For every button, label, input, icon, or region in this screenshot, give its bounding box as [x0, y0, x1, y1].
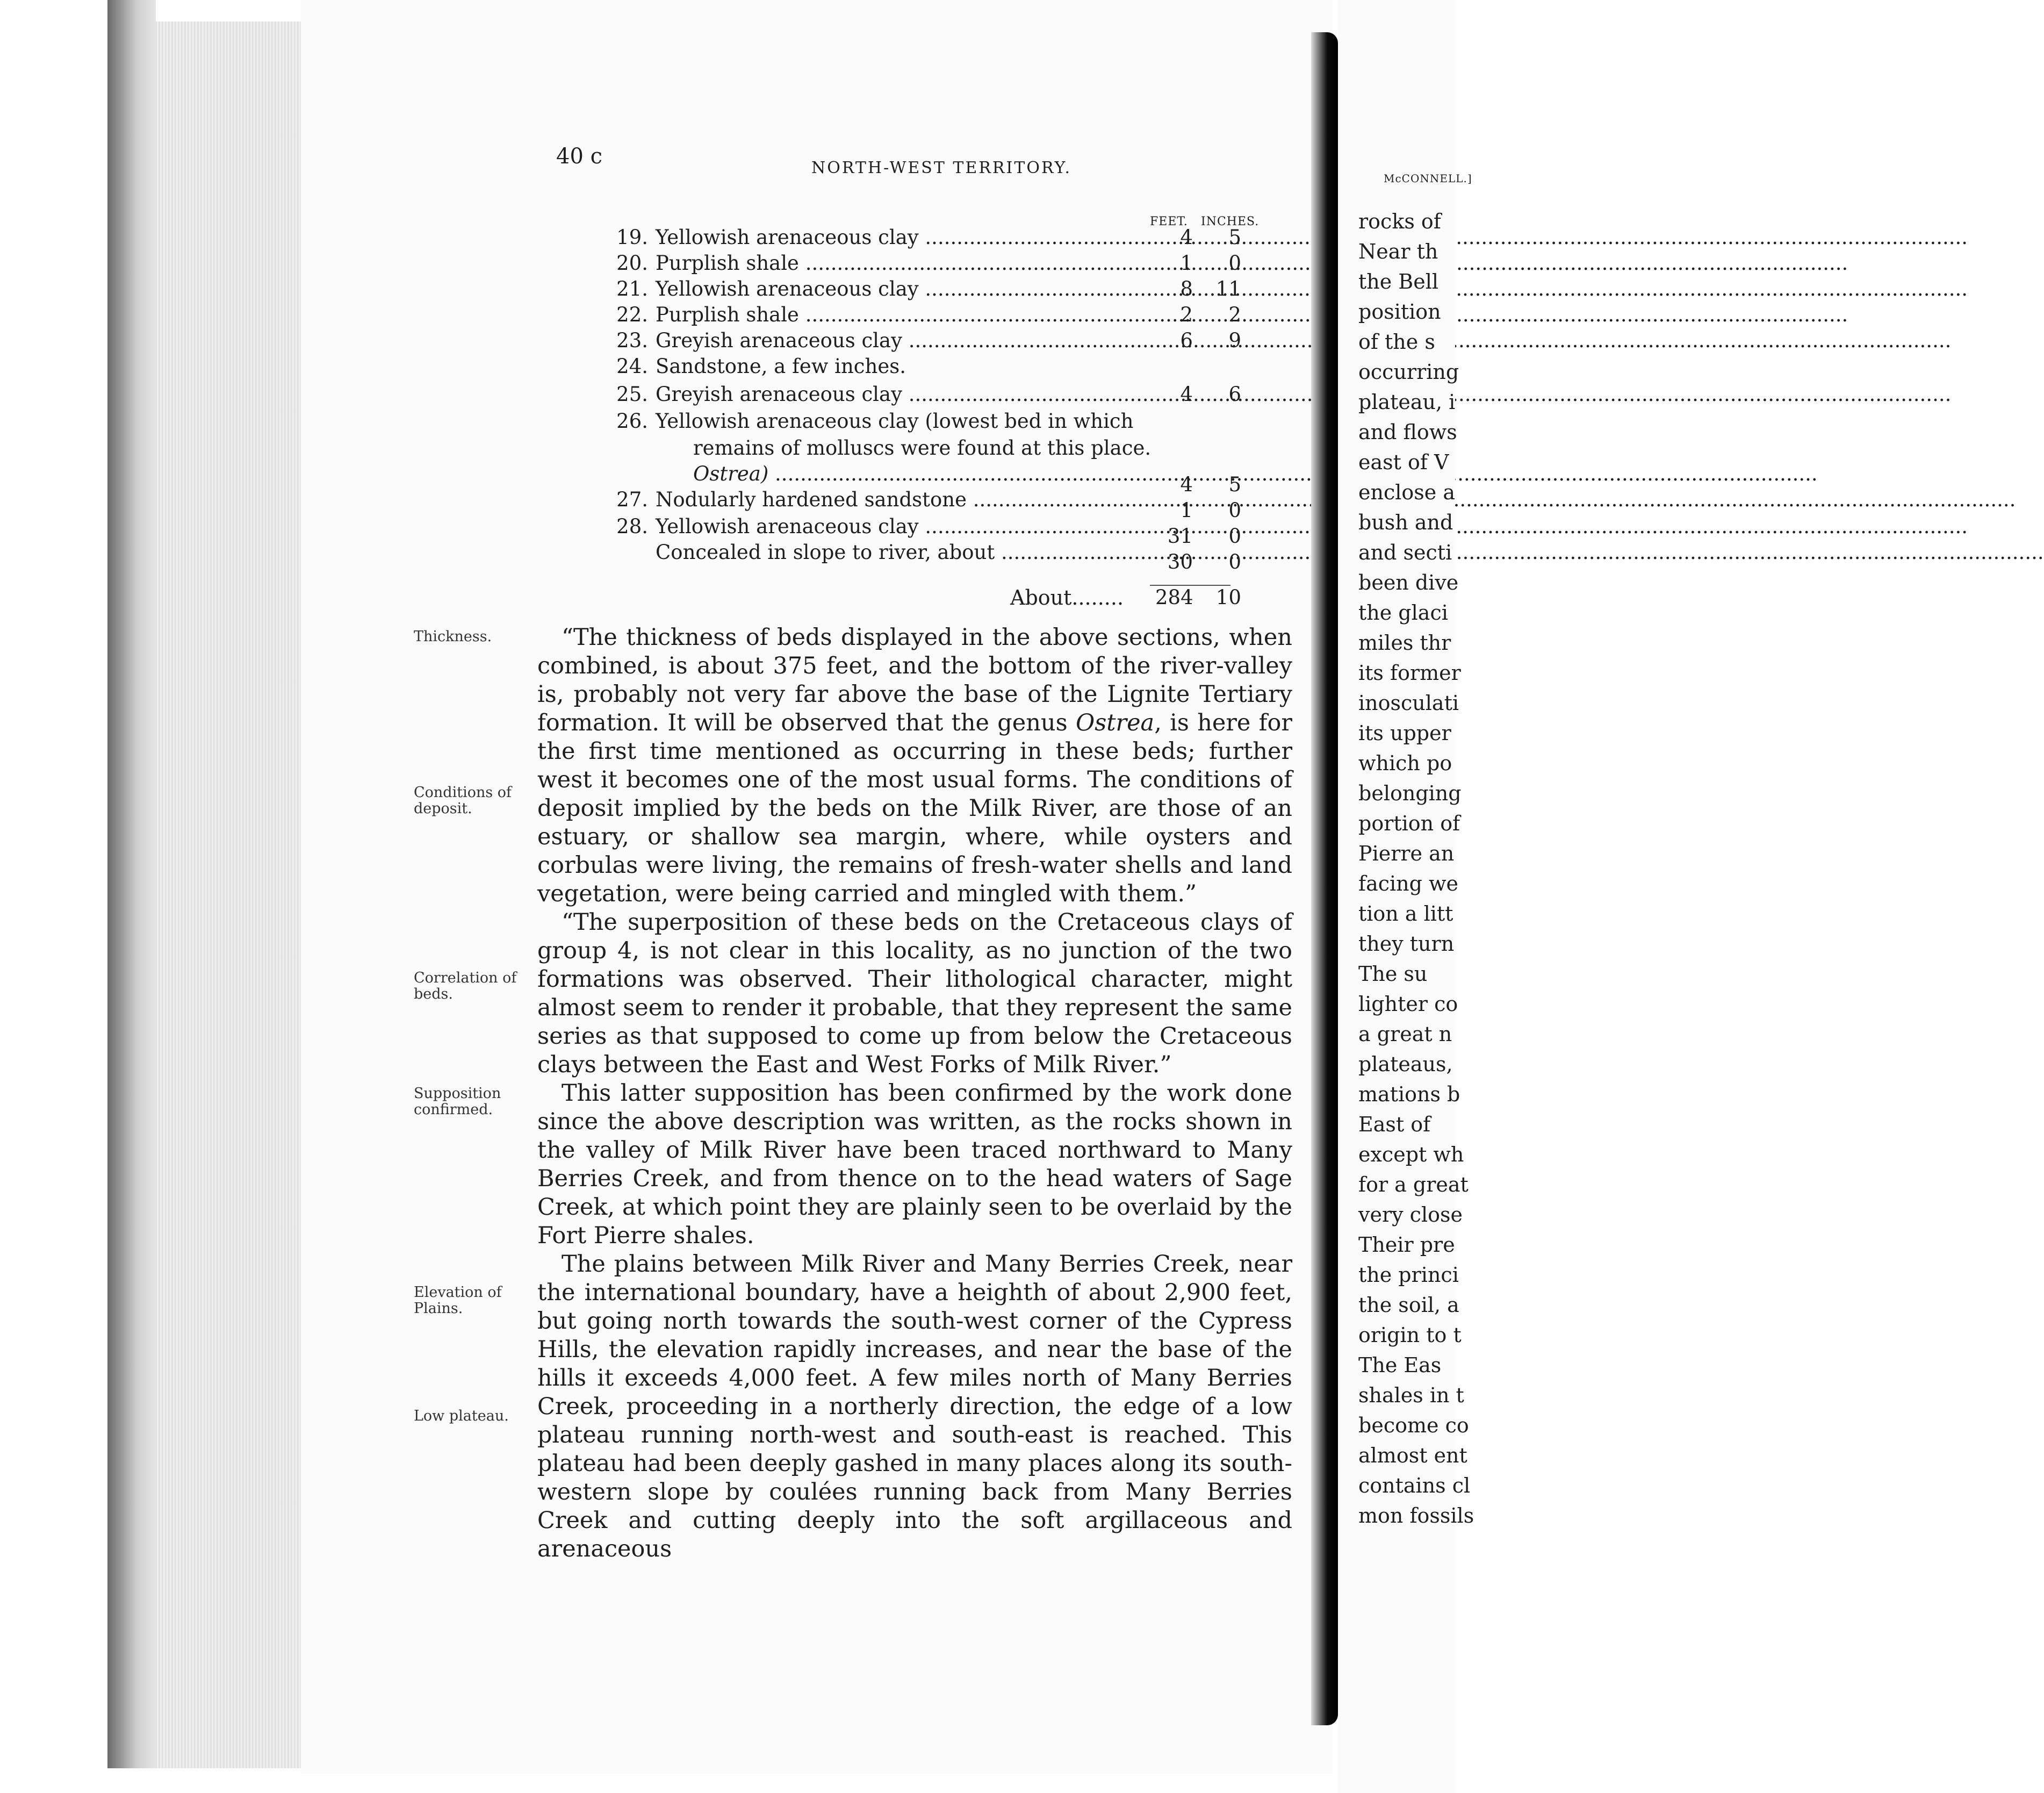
- total-inches: 10: [1215, 586, 1241, 609]
- book-edge: [0, 0, 312, 1793]
- right-page-line: become co: [1358, 1414, 1469, 1437]
- margin-note-thickness: Thickness.: [414, 628, 492, 645]
- right-page-line: and flows: [1358, 420, 1457, 444]
- right-page-line: The Eas: [1358, 1353, 1442, 1377]
- right-page-line: facing we: [1358, 872, 1459, 895]
- right-page-line: contains cl: [1358, 1474, 1471, 1497]
- row-feet: 4: [1180, 226, 1193, 249]
- right-page-line: mations b: [1358, 1082, 1460, 1106]
- row-number: 26.: [616, 410, 648, 433]
- column-header-feet: FEET.: [1150, 215, 1188, 228]
- row-description: Purplish shale .....: [656, 303, 1150, 326]
- row-inches: 0: [1228, 550, 1241, 573]
- paragraph: This latter supposition has been confirmed by the work done since the above description was written, as the rocks shown in the valley of Milk River have been traced northward to Many Berries Creek, and from thence on to the head waters of Sage Creek, at which point they are plainly seen to be overlaid by the Fort Pierre shales.: [537, 1080, 1292, 1249]
- row-inches: 0: [1228, 252, 1241, 275]
- row-number: 25.: [616, 383, 648, 406]
- right-page-line: miles thr: [1358, 631, 1451, 655]
- right-page-line: origin to t: [1358, 1323, 1462, 1347]
- row-feet: 4: [1180, 383, 1193, 406]
- row-description: Concealed in slope to river, about .....: [656, 541, 1150, 564]
- row-feet: 2: [1180, 303, 1193, 326]
- row-inches: 6: [1228, 383, 1241, 406]
- right-page-line: and secti: [1358, 541, 1452, 564]
- row-inches: 5: [1228, 473, 1241, 496]
- right-page-line: Pierre an: [1358, 842, 1455, 865]
- margin-note-supposition: Supposition confirmed.: [414, 1085, 501, 1118]
- row-feet: 4: [1180, 473, 1193, 496]
- right-page-line: almost ent: [1358, 1444, 1467, 1467]
- row-description: Yellowish arenaceous clay .....: [656, 226, 1150, 249]
- row-inches: 2: [1228, 303, 1241, 326]
- right-page-line: a great n: [1358, 1022, 1452, 1046]
- page-number: 40 c: [556, 144, 603, 169]
- right-page-line: rocks of: [1358, 210, 1441, 233]
- row-feet: 30: [1167, 550, 1193, 573]
- row-inches: 5: [1228, 226, 1241, 249]
- book-gutter: [1311, 32, 1338, 1725]
- margin-note-low-plateau: Low plateau.: [414, 1408, 509, 1424]
- row-number: 20.: [616, 252, 648, 275]
- row-number: 23.: [616, 329, 648, 352]
- row-number: 21.: [616, 277, 648, 300]
- row-description: Greyish arenaceous clay .....: [656, 329, 1150, 352]
- right-page-line: inosculati: [1358, 691, 1459, 715]
- right-page-line: shales in t: [1358, 1383, 1464, 1407]
- paragraph: “The thickness of beds displayed in the above sections, when combined, is about 375 feet, and the bottom of the river-valley is, probably not very far above the base of the Lignite Tertiary formation. It will be observed that the genus Ostrea, is here for the first time mentioned as occurring in these beds; further west it becomes one of the most usual forms. The conditions of deposit implied by the beds on the Milk River, are those of an estuary, or shallow sea margin, where, while oysters and corbulas were living, the remains of fresh-water shells and land vegetation, were being carried and mingled with them.”: [537, 624, 1292, 907]
- right-page-line: they turn: [1358, 932, 1455, 956]
- right-page-line: for a great: [1358, 1173, 1469, 1196]
- margin-note-elevation: Elevation of Plains.: [414, 1284, 502, 1317]
- right-page-line: the princi: [1358, 1263, 1459, 1287]
- row-description: Yellowish arenaceous clay .....: [656, 515, 1150, 538]
- right-page-line: plateaus,: [1358, 1052, 1453, 1076]
- right-page-line: East of: [1358, 1113, 1431, 1136]
- row-number: 27.: [616, 488, 648, 511]
- row-description: Purplish shale .....: [656, 252, 1150, 275]
- row-description-continued: remains of molluscs were found at this place.: [693, 436, 1151, 460]
- row-number: 28.: [616, 515, 648, 538]
- right-page-line: position: [1358, 300, 1441, 324]
- running-head: NORTH-WEST TERRITORY.: [811, 159, 1072, 177]
- right-page-line: except wh: [1358, 1143, 1464, 1166]
- right-page-line: the soil, a: [1358, 1293, 1459, 1317]
- right-page-line: very close: [1358, 1203, 1463, 1227]
- right-page-header: McCONNELL.]: [1384, 172, 1472, 185]
- right-page-line: The su: [1358, 962, 1428, 986]
- row-description: Nodularly hardened sandstone .....: [656, 488, 1150, 511]
- right-page-line: tion a litt: [1358, 902, 1453, 926]
- right-page-line: mon fossils: [1358, 1504, 1474, 1527]
- right-page-line: belonging: [1358, 781, 1462, 805]
- row-inches: 0: [1228, 499, 1241, 522]
- row-description: Sandstone, a few inches.: [656, 355, 906, 378]
- right-page-line: Near th: [1358, 240, 1438, 263]
- right-page-line: its former: [1358, 661, 1461, 685]
- right-page-line: of the s: [1358, 330, 1435, 354]
- page-stack-edge: [156, 21, 312, 1768]
- row-description: Greyish arenaceous clay .....: [656, 383, 1150, 406]
- row-description-continued: Ostrea) .....: [693, 462, 1150, 485]
- right-page: [1338, 0, 1474, 1793]
- row-feet: 8: [1180, 277, 1193, 300]
- total-feet: 284: [1155, 586, 1193, 609]
- row-feet: 31: [1167, 525, 1193, 548]
- right-page-line: the glaci: [1358, 601, 1448, 625]
- right-page-line: plateau, i: [1358, 390, 1456, 414]
- body-text: [537, 623, 1292, 1564]
- book-spine-shadow: [107, 0, 156, 1768]
- right-page-line: its upper: [1358, 721, 1451, 745]
- total-label: About........: [1010, 586, 1124, 609]
- row-feet: 1: [1180, 252, 1193, 275]
- row-feet: 1: [1180, 499, 1193, 522]
- right-page-line: east of V: [1358, 450, 1449, 474]
- right-page-line: which po: [1358, 751, 1452, 775]
- row-number: 24.: [616, 355, 648, 378]
- row-feet: 6: [1180, 329, 1193, 352]
- right-page-line: enclose a: [1358, 480, 1455, 504]
- row-number: 19.: [616, 226, 648, 249]
- right-page-line: been dive: [1358, 571, 1459, 594]
- row-description: Yellowish arenaceous clay .....: [656, 277, 1150, 300]
- column-header-inches: INCHES.: [1201, 215, 1259, 228]
- right-page-line: occurring: [1358, 360, 1459, 384]
- paragraph: The plains between Milk River and Many Berries Creek, near the international boundary, have a heighth of about 2,900 feet, but going north towards the south-west corner of the Cypress Hills, the elevation rapidly increases, and near the base of the hills it exceeds 4,000 feet. A few miles north of Many Berries Creek, proceeding in a northerly direction, the edge of a low plateau running north-west and south-east is reached. This plateau had been deeply gashed in many places along its south-western slope by coulées running back from Many Berries Creek and cutting deeply into the soft argillaceous and arenaceous: [537, 1251, 1292, 1562]
- right-page-line: Their pre: [1358, 1233, 1455, 1257]
- row-inches: 11: [1215, 277, 1241, 300]
- right-page-line: portion of: [1358, 812, 1460, 835]
- paragraph: “The superposition of these beds on the Cretaceous clays of group 4, is not clear in this locality, as no junction of the two formations was observed. Their lithological character, might almost seem to render it probable, that they represent the same series as that supposed to come up from below the Cretaceous clays between the East and West Forks of Milk River.”: [537, 909, 1292, 1078]
- margin-note-correlation: Correlation of beds.: [414, 970, 517, 1002]
- row-description: Yellowish arenaceous clay (lowest bed in which: [656, 410, 1134, 433]
- right-page-line: lighter co: [1358, 992, 1458, 1016]
- right-page-line: the Bell: [1358, 270, 1439, 293]
- margin-note-conditions: Conditions of deposit.: [414, 784, 512, 817]
- right-page-line: bush and: [1358, 511, 1453, 534]
- row-inches: 0: [1228, 525, 1241, 548]
- row-inches: 9: [1228, 329, 1241, 352]
- row-number: 22.: [616, 303, 648, 326]
